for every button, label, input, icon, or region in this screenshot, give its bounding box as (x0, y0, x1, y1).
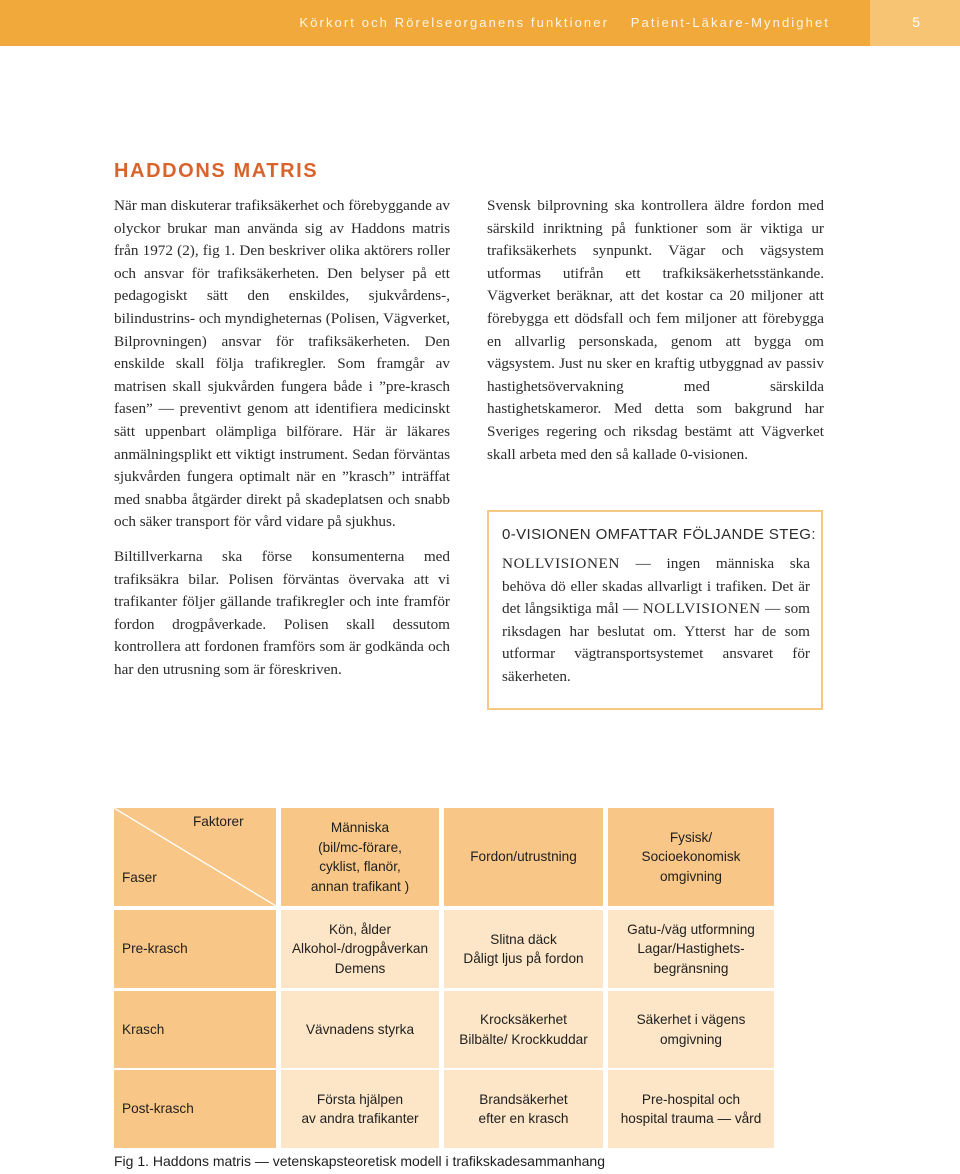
text: — ingen människa ska behöva dö eller skadas allvarligt i trafiken. Det är det långsiktiga mål — (502, 555, 810, 618)
matrix-cell: Gatu-/väg utformning Lagar/Hastighets- begränsning (608, 910, 774, 988)
matrix-row-header: Post-krasch (114, 1070, 276, 1148)
page-number: 5 (912, 14, 920, 30)
corner-label-factors: Faktorer (193, 814, 244, 829)
right-column (487, 195, 824, 466)
left-column (114, 195, 450, 681)
term: NOLLVISIONEN (502, 555, 621, 572)
matrix-cell: Brandsäkerhet efter en krasch (444, 1070, 603, 1148)
matrix-column-header: Människa (bil/mc-förare, cyklist, flanör, annan trafikant ) (281, 808, 439, 906)
matrix-cell: Krocksäkerhet Bilbälte/ Krockkuddar (444, 991, 603, 1068)
info-box-title: 0-VISIONEN OMFATTAR FÖLJANDE STEG: (502, 526, 816, 543)
matrix-corner-cell (114, 808, 276, 906)
matrix-column-header: Fysisk/ Socioekonomisk omgivning (608, 808, 774, 906)
matrix-cell: Pre-hospital och hospital trauma — vård (608, 1070, 774, 1148)
matrix-cell: Säkerhet i vägens omgivning (608, 991, 774, 1068)
page-header (0, 0, 960, 46)
info-box-text (502, 553, 810, 689)
matrix-row-header: Pre-krasch (114, 910, 276, 988)
matrix-cell: Kön, ålder Alkohol-/drogpåverkan Demens (281, 910, 439, 988)
text: — som riksdagen har beslutat om. Ytterst har de som utformar vägtransportsystemet ansvaret för säkerheten. (502, 600, 810, 685)
matrix-cell: Slitna däck Dåligt ljus på fordon (444, 910, 603, 988)
running-header (299, 15, 830, 30)
paragraph: När man diskuterar trafiksäkerhet och förebyggande av olyckor brukar man använda sig av Haddons matris från 1972 (2), fig 1. Den beskriver olika aktörers roller och ansvar för trafiksäkerheten. Den belyser på ett pedagogiskt sätt den enskildes, sjukvårdens-, bilindustrins- och myndigheternas (Polisen, Vägverket, Bilprovningen) ansvar för trafiksäkerheten. Den enskilde skall följa trafikregler. Som framgår av matrisen skall sjukvården fungera både i ”pre-krasch fasen” — preventivt genom att identifiera medicinskt sätt uppenbart olämpliga bilförare. Här är läkares anmälningsplikt ett viktigt instrument. Sedan förväntas sjukvården fungera optimalt när en ”krasch” inträffat med snabba åtgärder direkt på skadeplatsen och snabb och säker transport för vård vidare på sjukhus. (114, 197, 450, 531)
paragraph: Biltillverkarna ska förse konsumenterna med trafiksäkra bilar. Polisen förväntas övervaka att vi trafikanter följer gällande trafikregler och inte framför fordon drogpåverkade. Polisen skall dessutom kontrollera att fordonen framförs som är godkända och har den utrusning som är föreskriven. (114, 547, 450, 678)
term: NOLLVISIONEN (642, 600, 761, 618)
matrix-cell: Vävnadens styrka (281, 991, 439, 1068)
matrix-row-header: Krasch (114, 991, 276, 1068)
section-heading: HADDONS MATRIS (114, 160, 319, 182)
figure-caption: Fig 1. Haddons matris — vetenskapsteoretisk modell i trafikskadesammanhang (114, 1153, 605, 1169)
matrix-column-header: Fordon/utrustning (444, 808, 603, 906)
corner-label-phases: Faser (122, 870, 157, 885)
matrix-cell: Första hjälpen av andra trafikanter (281, 1070, 439, 1148)
running-header-right: Patient-Läkare-Myndighet (630, 15, 830, 30)
running-header-left: Körkort och Rörelseorganens funktioner (299, 15, 610, 30)
info-box (487, 510, 823, 710)
paragraph: Svensk bilprovning ska kontrollera äldre fordon med särskild inriktning på funktioner som är viktiga ur trafiksäkerhets synpunkt. Vägar och vägsystem utformas utifrån ett trafkiksäkerhetsstänkande. Vägverket beräknar, att det kostar ca 20 miljoner att förebygga ett dödsfall och fem miljoner att förebygga en allvarlig personskada, genom att bygga om vägsystem. Just nu sker en kraftig utbyggnad av passiv hastighetsövervakning med särskilda hastighetskameror. Med detta som bakgrund har Sveriges regering och riksdag bestämt att Vägverket skall arbeta med den så kallade 0-visionen. (487, 197, 824, 463)
